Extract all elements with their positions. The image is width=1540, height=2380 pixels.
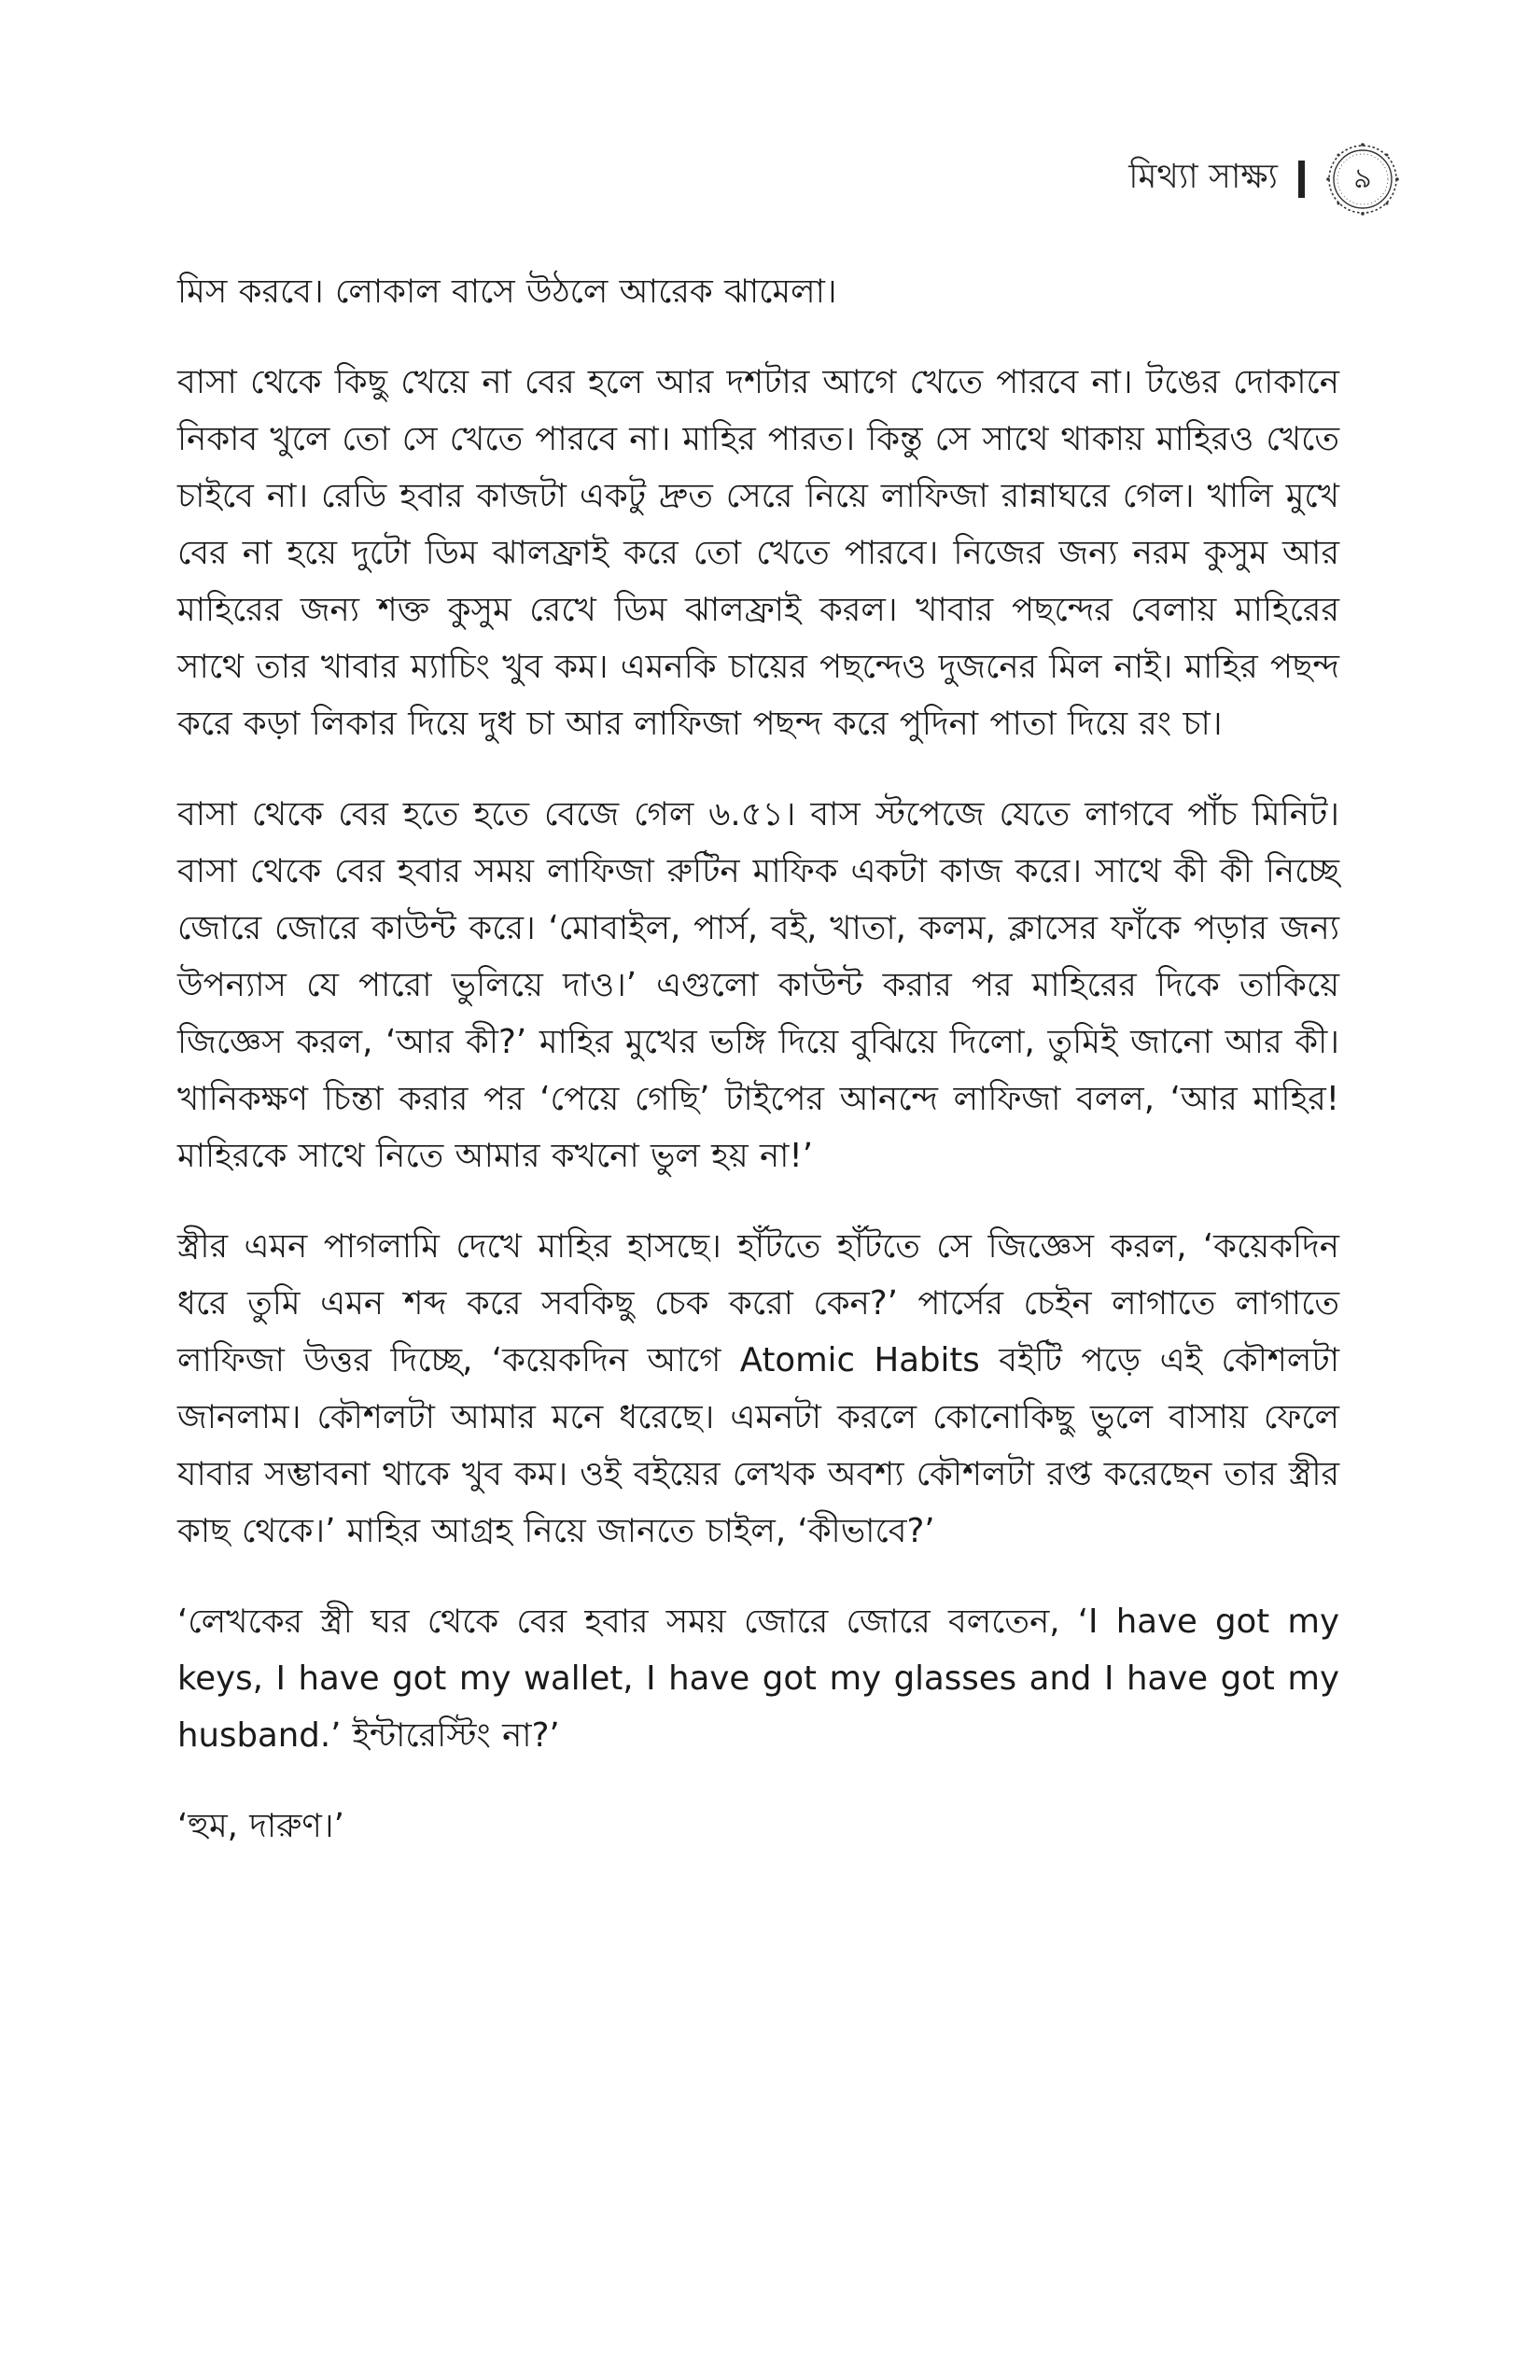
running-title: মিথ্যা সাক্ষ্য: [1128, 158, 1278, 196]
page-body: [177, 263, 1339, 1888]
paragraph-2: বাসা থেকে কিছু খেয়ে না বের হলে আর দশটার আগে খেতে পারবে না। টঙের দোকানে নিকাব খুলে তো সে খেতে পারবে না। মাহির পারত। কিন্তু সে সাথে থাকায় মাহিরও খেতে চাইবে না। রেডি হবার কাজটা একটু দ্রুত সেরে নিয়ে লাফিজা রান্নাঘরে গেল। খালি মুখে বের না হয়ে দুটো ডিম ঝালফ্রাই করে তো খেতে পারবে। নিজের জন্য নরম কুসুম আর মাহিরের জন্য শক্ত কুসুম রেখে ডিম ঝালফ্রাই করল। খাবার পছন্দের বেলায় মাহিরের সাথে তার খাবার ম্যাচিং খুব কম। এমনকি চায়ের পছন্দেও দুজনের মিল নাই। মাহির পছন্দ করে কড়া লিকার দিয়ে দুধ চা আর লাফিজা পছন্দ করে পুদিনা পাতা দিয়ে রং চা।: [177, 363, 1339, 743]
header-divider: [1298, 161, 1305, 198]
page-number-badge: [1325, 142, 1400, 217]
paragraph-3: বাসা থেকে বের হতে হতে বেজে গেল ৬.৫১। বাস স্টপেজে যেতে লাগবে পাঁচ মিনিট। বাসা থেকে বের হবার সময় লাফিজা রুটিন মাফিক একটা কাজ করে। সাথে কী কী নিচ্ছে জোরে জোরে কাউন্ট করে। ‘মোবাইল, পার্স, বই, খাতা, কলম, ক্লাসের ফাঁকে পড়ার জন্য উপন্যাস যে পারো ভুলিয়ে দাও।’ এগুলো কাউন্ট করার পর মাহিরের দিকে তাকিয়ে জিজ্ঞেস করল, ‘আর কী?’ মাহির মুখের ভঙ্গি দিয়ে বুঝিয়ে দিলো, তুমিই জানো আর কী। খানিকক্ষণ চিন্তা করার পর ‘পেয়ে গেছি’ টাইপের আনন্দে লাফিজা বলল, ‘আর মাহির! মাহিরকে সাথে নিতে আমার কখনো ভুল হয় না!’: [177, 795, 1339, 1175]
paragraph-4: স্ত্রীর এমন পাগলামি দেখে মাহির হাসছে। হাঁটতে হাঁটতে সে জিজ্ঞেস করল, ‘কয়েকদিন ধরে তুমি এমন শব্দ করে সবকিছু চেক করো কেন?’ পার্সের চেইন লাগাতে লাগাতে লাফিজা উত্তর দিচ্ছে, ‘কয়েকদিন আগে Atomic Habits বইটি পড়ে এই কৌশলটা জানলাম। কৌশলটা আমার মনে ধরেছে। এমনটা করলে কোনোকিছু ভুলে বাসায় ফেলে যাবার সম্ভাবনা থাকে খুব কম। ওই বইয়ের লেখক অবশ্য কৌশলটা রপ্ত করেছেন তার স্ত্রীর কাছ থেকে।’ মাহির আগ্রহ নিয়ে জানতে চাইল, ‘কীভাবে?’: [177, 1227, 1339, 1550]
page-number: ৯: [1353, 161, 1372, 195]
paragraph-1: মিস করবে। লোকাল বাসে উঠলে আরেক ঝামেলা।: [177, 273, 837, 311]
running-header: [1128, 142, 1400, 217]
paragraph-5: ‘লেখকের স্ত্রী ঘর থেকে বের হবার সময় জোরে জোরে বলতেন, ‘I have got my keys, I have got my wallet, I have got my glasses and I have got my husband.’ ইন্টারেস্টিং না?’: [177, 1603, 1339, 1755]
paragraph-6: ‘হুম, দারুণ।’: [177, 1807, 344, 1845]
